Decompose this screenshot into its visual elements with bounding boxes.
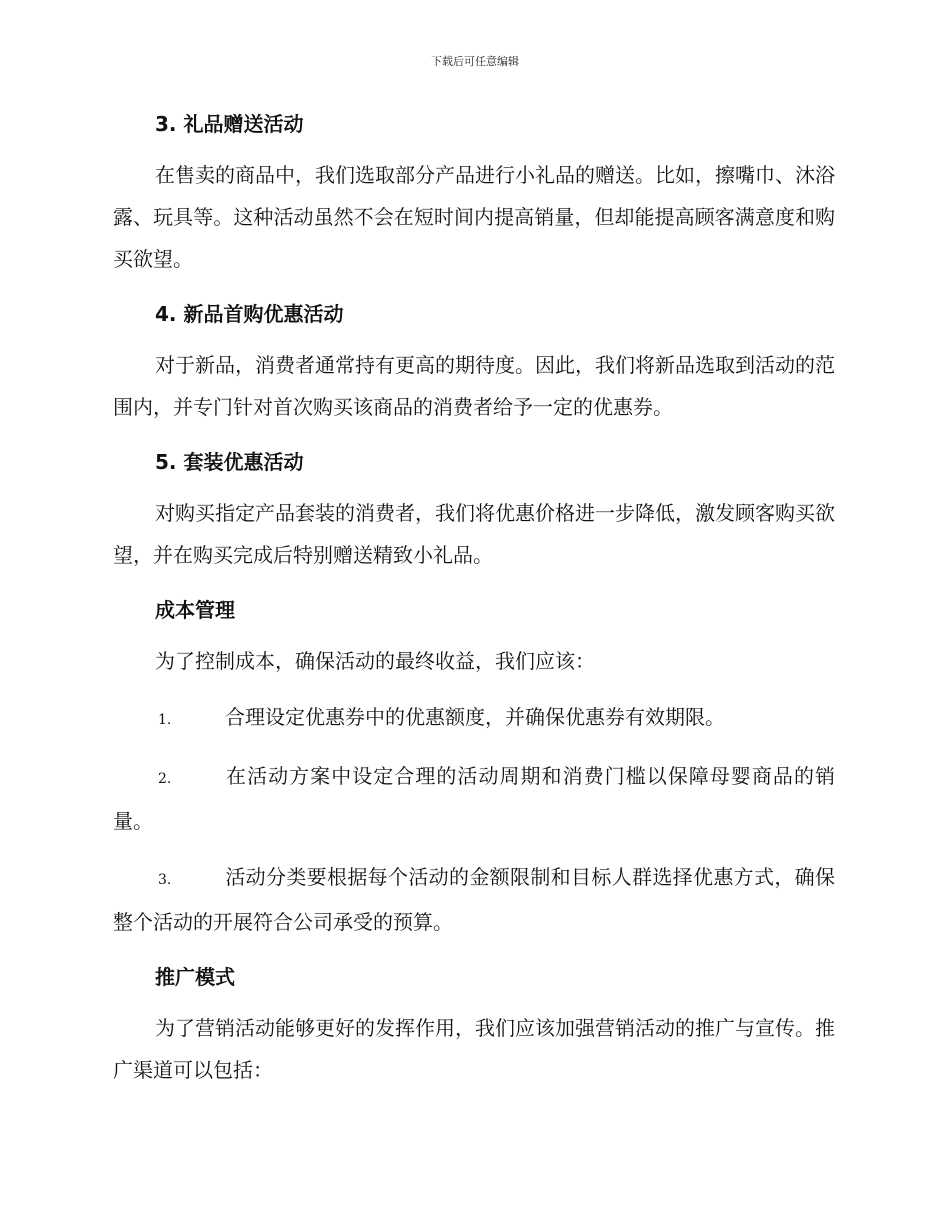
section-heading-new-product: 4. 新品首购优惠活动 bbox=[155, 302, 344, 326]
section-paragraph-promotion: 为了营销活动能够更好的发挥作用，我们应该加强营销活动的推广与宣传。推广渠道可以包括： bbox=[113, 1016, 835, 1082]
list-number: 2. bbox=[158, 771, 172, 787]
list-text: 活动分类要根据每个活动的金额限制和目标人群选择优惠方式，确保整个活动的开展符合公司承受的预算。 bbox=[113, 865, 835, 934]
list-item bbox=[113, 856, 835, 943]
section-heading-gift: 3. 礼品赠送活动 bbox=[155, 112, 304, 136]
list-text: 合理设定优惠券中的优惠额度，并确保优惠券有效期限。 bbox=[225, 705, 725, 729]
section-paragraph-new-product: 对于新品，消费者通常持有更高的期待度。因此，我们将新品选取到活动的范围内，并专门针对首次购买该商品的消费者给予一定的优惠券。 bbox=[113, 353, 835, 419]
list-item bbox=[113, 696, 835, 741]
list-number: 3. bbox=[158, 872, 172, 888]
section-paragraph-gift: 在售卖的商品中，我们选取部分产品进行小礼品的赠送。比如，擦嘴巾、沐浴露、玩具等。这种活动虽然不会在短时间内提高销量，但却能提高顾客满意度和购买欲望。 bbox=[113, 163, 835, 271]
cost-intro: 为了控制成本，确保活动的最终收益，我们应该： bbox=[155, 649, 595, 673]
list-number: 1. bbox=[158, 712, 172, 728]
list-item bbox=[113, 755, 835, 842]
page-header: 下载后可任意编辑 bbox=[431, 55, 519, 68]
section-heading-promotion: 推广模式 bbox=[155, 965, 235, 989]
section-heading-bundle: 5. 套装优惠活动 bbox=[155, 450, 304, 474]
section-heading-cost: 成本管理 bbox=[155, 598, 235, 622]
document-body bbox=[113, 108, 835, 1091]
list-text: 在活动方案中设定合理的活动周期和消费门槛以保障母婴商品的销量。 bbox=[113, 764, 835, 833]
section-paragraph-bundle: 对购买指定产品套装的消费者，我们将优惠价格进一步降低，激发顾客购买欲望，并在购买完成后特别赠送精致小礼品。 bbox=[113, 501, 835, 567]
